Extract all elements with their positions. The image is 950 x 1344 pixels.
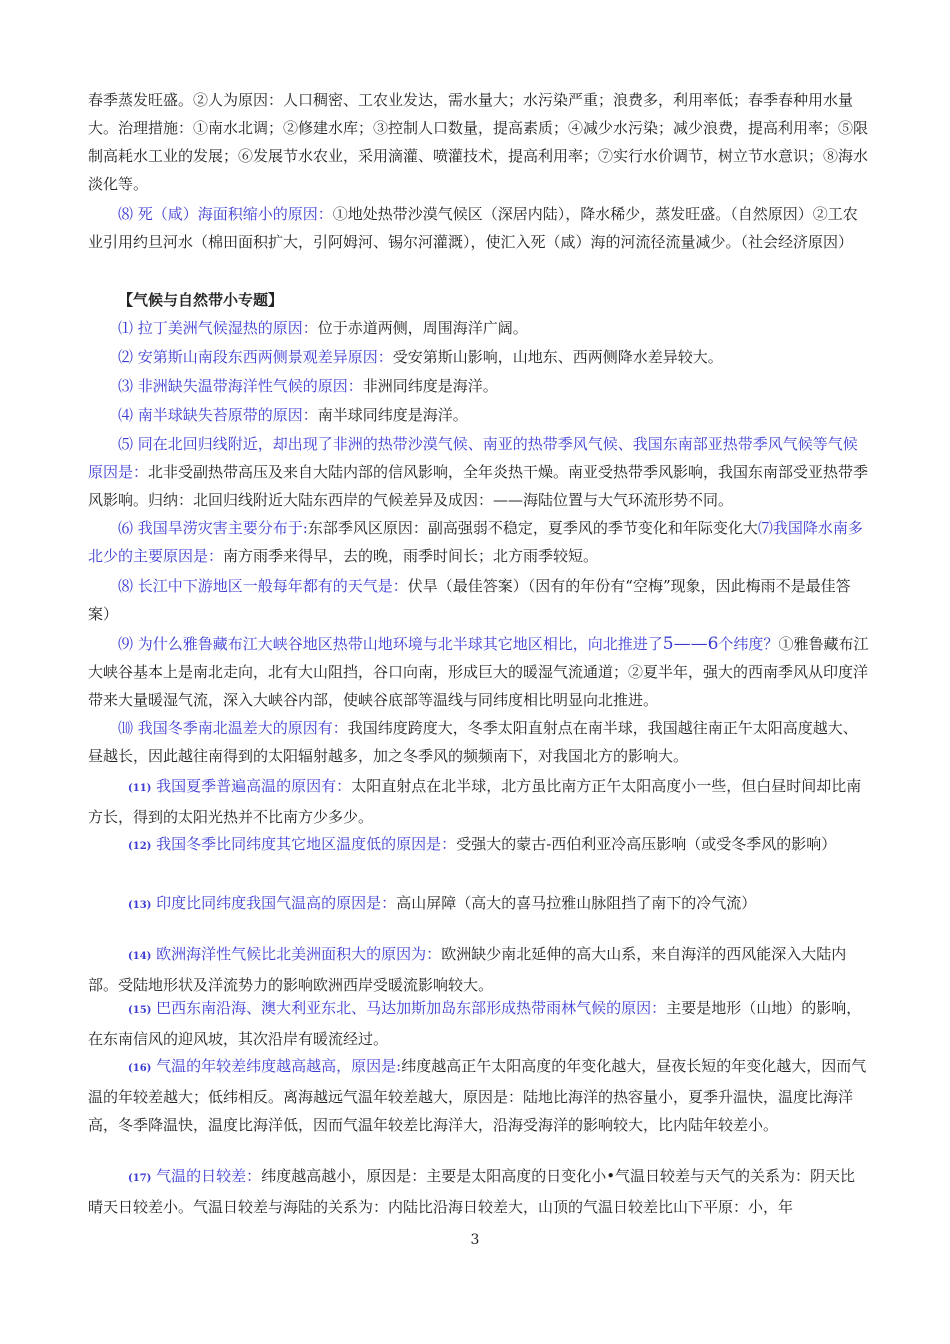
item-number: (16) xyxy=(128,1063,152,1074)
question-text: ⑷ 南半球缺失苔原带的原因： xyxy=(118,406,318,424)
list-item xyxy=(88,430,870,514)
question-text: ⑸ 同在北回归线附近，却出现了非洲的热带沙漠气候、南亚的热带季风气候、我国东南部亚热带季风气候等气候原因是： xyxy=(88,435,858,481)
answer-text: 高山屏障（高大的喜马拉雅山脉阻挡了南下的冷气流） xyxy=(396,894,757,912)
list-item xyxy=(88,343,870,371)
question-text: ⑶ 非洲缺失温带海洋性气候的原因： xyxy=(118,377,363,395)
question-text: 巴西东南沿海、澳大利亚东北、马达加斯加岛东部形成热带雨林气候的原因： xyxy=(156,999,667,1017)
answer-text: 非洲同纬度是海洋。 xyxy=(362,377,498,395)
item-number: (12) xyxy=(128,841,152,852)
item-number: (15) xyxy=(128,1005,152,1016)
question-text: ⑽ 我国冬季南北温差大的原因有： xyxy=(118,719,348,737)
answer-text: 我国纬度跨度大，冬季太阳直射点在南半球，我国越往南正午太阳高度越大、昼越长，因此越往南得到的太阳辐射越多，加之冬季风的频频南下，对我国北方的影响大。 xyxy=(88,719,858,765)
list-item xyxy=(88,940,870,999)
list-item xyxy=(88,889,870,920)
list-item xyxy=(88,372,870,400)
question-text: ⑻ 死（咸）海面积缩小的原因： xyxy=(118,205,333,223)
question-text: ⑺我国降水南多北少的主要原因是： xyxy=(88,519,863,565)
answer-text: 东部季风区原因：副高强弱不稳定，夏季风的季节变化和年际变化大 xyxy=(307,519,758,537)
question-text: 气温的年较差纬度越高越高，原因是: xyxy=(156,1057,402,1075)
question-text: ⑼ 为什么雅鲁藏布江大峡谷地区热带山地环境与北半球其它地区相比，向北推进了 xyxy=(118,635,663,653)
question-text: ⑹ 我国旱涝灾害主要分布于: xyxy=(118,519,308,537)
answer-text: ①地处热带沙漠气候区（深居内陆），降水稀少，蒸发旺盛。（自然原因）②工农业引用约旦河水（棉田面积扩大，引阿姆河、锡尔河灌溉），使汇入死（咸）海的河流径流量减少。（社会经济原因） xyxy=(88,205,858,251)
question-text: 印度比同纬度我国气温高的原因是： xyxy=(156,894,397,912)
item-number: (17) xyxy=(128,1173,152,1184)
list-item xyxy=(88,1052,870,1139)
list-item xyxy=(88,830,870,861)
question-text: ⑻ 长江中下游地区一般每年都有的天气是： xyxy=(118,577,408,595)
answer-text: 南半球同纬度是海洋。 xyxy=(317,406,468,424)
question-text: ⑵ 安第斯山南段东西两侧景观差异原因： xyxy=(118,348,393,366)
answer-text: 纬度越高正午太阳高度的年变化越大，昼夜长短的年变化越大，因而气温的年较差越大；低纬相反。离海越远气温年较差越大，原因是：陆地比海洋的热容量小，夏季升温快，温度比海洋高，冬季降温快，温度比海洋低，因而气温年较差比海洋大，沿海受海洋的影响较大，比内陆年较差小。 xyxy=(88,1057,867,1134)
question-text: 我国夏季普遍高温的原因有： xyxy=(156,777,352,795)
question-text: 我国冬季比同纬度其它地区温度低的原因是： xyxy=(156,835,457,853)
list-item xyxy=(88,994,870,1053)
list-item xyxy=(88,572,870,628)
question-text: 5——6 xyxy=(662,634,719,654)
answer-text: 位于赤道两侧，周围海洋广阔。 xyxy=(317,319,528,337)
question-text: 气温的日较差： xyxy=(156,1167,262,1185)
item-number: (14) xyxy=(128,951,152,962)
answer-text: 北非受副热带高压及来自大陆内部的信风影响，全年炎热干燥。南亚受热带季风影响，我国东南部受亚热带季风影响。归纳：北回归线附近大陆东西岸的气候差异及成因：——海陆位置与大气环流形势不同。 xyxy=(88,463,869,509)
answer-text: 主要是地形（山地）的影响，在东南信风的迎风坡，其次沿岸有暖流经过。 xyxy=(88,999,862,1048)
list-item xyxy=(88,714,870,770)
answer-text: 受安第斯山影响，山地东、西两侧降水差异较大。 xyxy=(392,348,723,366)
list-item xyxy=(88,630,870,714)
list-item xyxy=(88,314,870,342)
list-item xyxy=(88,514,870,570)
section-heading: 【气候与自然带小专题】 xyxy=(118,291,284,309)
paragraph-water-causes xyxy=(88,86,870,198)
paragraph-text: 春季蒸发旺盛。②人为原因：人口稠密、工农业发达，需水量大；水污染严重；浪费多，利用率低；春季春种用水量大。治理措施：①南水北调；②修建水库；③控制人口数量，提高素质；④减少水污染；减少浪费，提高利用率；⑤限制高耗水工业的发展；⑥发展节水农业，采用滴灌、喷灌技术，提高利用率；⑦实行水价调节，树立节水意识；⑧海水淡化等。 xyxy=(88,91,869,193)
item-number: (11) xyxy=(128,783,152,794)
list-item xyxy=(88,772,870,831)
answer-text: 伏旱（最佳答案）（因有的年份有“空梅”现象，因此梅雨不是最佳答案） xyxy=(88,577,851,623)
item-number: (13) xyxy=(128,900,152,911)
answer-text: 太阳直射点在北半球，北方虽比南方正午太阳高度小一些，但白昼时间却比南方长，得到的太阳光热并不比南方少多少。 xyxy=(88,777,862,826)
answer-text: 南方雨季来得早，去的晚，雨季时间长；北方雨季较短。 xyxy=(223,547,599,565)
answer-text: 纬度越高越小，原因是：主要是太阳高度的日变化小•气温日较差与天气的关系为：阴天比晴天日较差小。气温日较差与海陆的关系为：内陆比沿海日较差大，山顶的气温日较差比山下平原：小，年 xyxy=(88,1167,856,1216)
page-number: 3 xyxy=(470,1232,480,1248)
answer-text: 欧洲缺少南北延伸的高大山系，来自海洋的西风能深入大陆内部。受陆地形状及洋流势力的影响欧洲西岸受暖流影响较大。 xyxy=(88,945,847,994)
list-item xyxy=(88,401,870,429)
answer-text: 受强大的蒙古-西伯利亚冷高压影响（或受冬季风的影响） xyxy=(456,835,837,853)
question-text: 欧洲海洋性气候比北美洲面积大的原因为： xyxy=(156,945,442,963)
question-text: 个纬度？ xyxy=(718,635,779,653)
list-item xyxy=(88,1162,870,1221)
question-text: ⑴ 拉丁美洲气候湿热的原因： xyxy=(118,319,318,337)
paragraph-dead-sea xyxy=(88,200,870,256)
answer-text: ①雅鲁藏布江大峡谷基本上是南北走向，北有大山阻挡，谷口向南，形成巨大的暖湿气流通道；②夏半年，强大的西南季风从印度洋带来大量暖湿气流，深入大峡谷内部，使峡谷底部等温线与同纬度相比明显向北推进。 xyxy=(88,635,869,709)
